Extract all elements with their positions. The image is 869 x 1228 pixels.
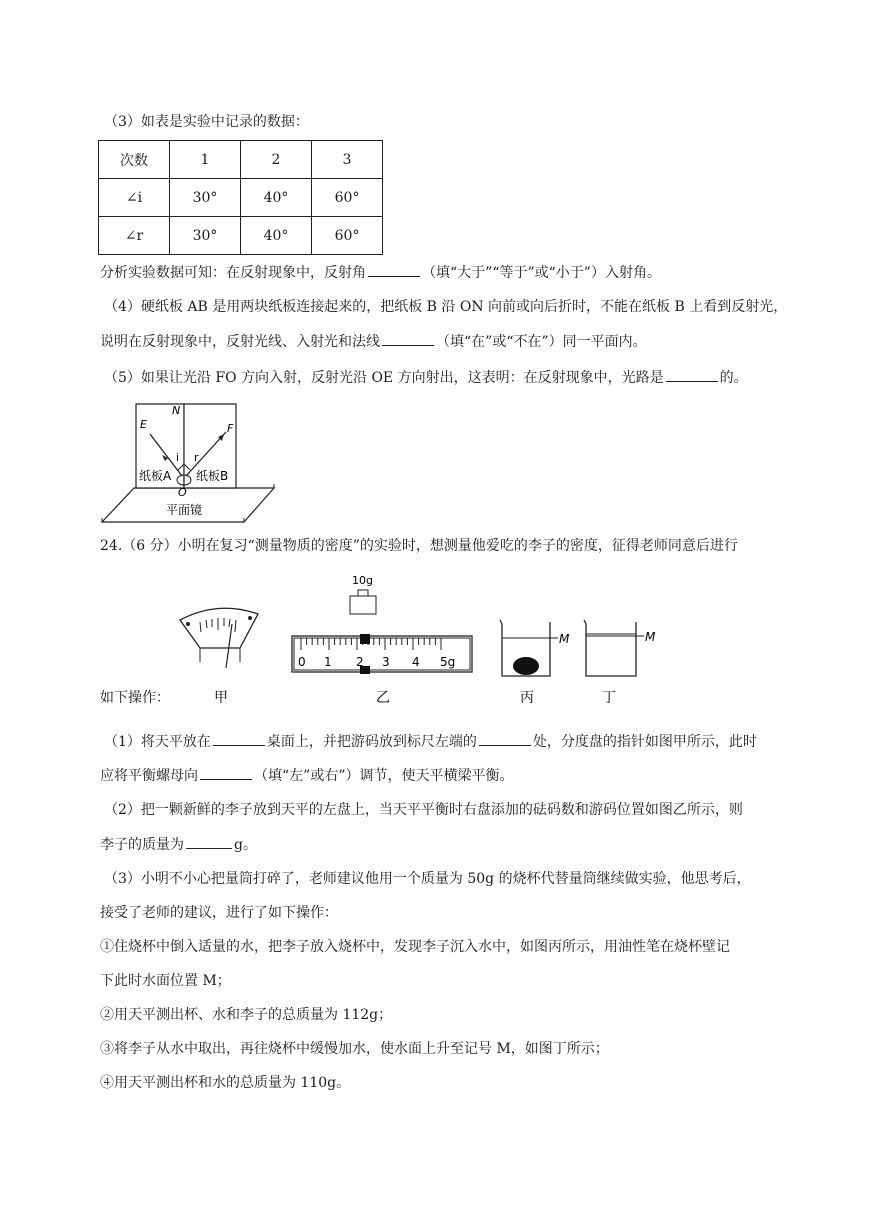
label-ding: 丁 xyxy=(602,690,616,706)
answer-blank[interactable] xyxy=(186,834,232,849)
answer-blank[interactable] xyxy=(382,331,434,346)
q24-step2: ②用天平测出杯、水和李子的总质量为 112g； xyxy=(100,1007,393,1023)
table-cell: ∠i xyxy=(99,179,170,217)
q24-step3: ③将李子从水中取出，再往烧杯中缓慢加水，使水面上升至记号 M，如图丁所示； xyxy=(100,1041,609,1057)
answer-blank[interactable] xyxy=(479,731,531,746)
answer-blank[interactable] xyxy=(200,765,252,780)
label-yi: 乙 xyxy=(376,690,390,706)
answer-blank[interactable] xyxy=(368,262,420,277)
q23-part4-line1: （4）硬纸板 AB 是用两块纸板连接起来的，把纸板 B 沿 ON 向前或向后折时，不能在纸板 B 上看到反射光， xyxy=(104,299,788,315)
table-row xyxy=(99,217,383,255)
label-r: r xyxy=(194,451,199,464)
q23-part5 xyxy=(104,367,748,388)
tick-label: 0 xyxy=(298,655,306,669)
q24-part3-line2: 接受了老师的建议，进行了如下操作： xyxy=(100,905,338,921)
balance-figures xyxy=(170,570,670,710)
tick-label: 4 xyxy=(412,655,420,669)
label-f: F xyxy=(227,422,234,435)
answer-blank[interactable] xyxy=(666,367,718,382)
figure-jia xyxy=(180,608,258,706)
text: 李子的质量为 xyxy=(100,837,184,853)
q24-part2-line1: （2）把一颗新鲜的李子放到天平的左盘上，当天平平衡时右盘添加的砝码数和游码位置如图乙所示，则 xyxy=(104,802,743,818)
figure-bing xyxy=(500,620,570,706)
reflection-figure xyxy=(98,398,280,526)
text: （填“大于”“等于”或“小于”）入射角。 xyxy=(422,265,661,281)
label-board-b: 纸板B xyxy=(196,469,229,483)
table-cell: 30° xyxy=(170,179,241,217)
text: 的。 xyxy=(719,370,748,386)
mark-m: M xyxy=(559,632,570,646)
table-cell: 40° xyxy=(241,217,312,255)
q23-part4-line2 xyxy=(100,331,647,352)
label-bing: 丙 xyxy=(520,690,534,706)
table-cell: 1 xyxy=(170,141,241,179)
tick-label: 3 xyxy=(382,655,390,669)
table-row xyxy=(99,141,383,179)
text: （填“在”或“不在”）同一平面内。 xyxy=(436,334,647,350)
q24-step1-line2: 下此时水面位置 M； xyxy=(100,973,231,989)
label-o: O xyxy=(178,486,187,499)
text: （1）将天平放在 xyxy=(104,734,211,750)
table-cell: 3 xyxy=(312,141,383,179)
q24-part2-line2 xyxy=(100,834,257,855)
tick-label: 5g xyxy=(440,655,456,669)
text: g。 xyxy=(234,837,257,853)
table-cell: 40° xyxy=(241,179,312,217)
table-row xyxy=(99,179,383,217)
q24-part3-line1: （3）小明不小心把量筒打碎了，老师建议他用一个质量为 50g 的烧杯代替量筒继续做实验，他思考后， xyxy=(104,871,751,887)
text: 处，分度盘的指针如图甲所示，此时 xyxy=(532,734,757,750)
figure-yi xyxy=(292,574,472,706)
text: （5）如果让光沿 FO 方向入射，反射光沿 OE 方向射出，这表明：在反射现象中，光路是 xyxy=(104,370,664,386)
label-mirror: 平面镜 xyxy=(166,503,203,517)
table-cell: 30° xyxy=(170,217,241,255)
text: 应将平衡螺母向 xyxy=(100,768,198,784)
label-board-a: 纸板A xyxy=(139,469,172,483)
q23-part3-intro: （3）如表是实验中记录的数据： xyxy=(104,114,309,130)
answer-blank[interactable] xyxy=(213,731,265,746)
q24-intro-cont: 如下操作： xyxy=(100,690,170,706)
q24-intro: 24.（6 分）小明在复习“测量物质的密度”的实验时，想测量他爱吃的李子的密度，征得老师同意后进行 xyxy=(100,538,738,554)
text: （填“左”或右”）调节，使天平横梁平衡。 xyxy=(254,768,514,784)
rider-top xyxy=(360,634,370,644)
table-cell: ∠r xyxy=(99,217,170,255)
figure-ding xyxy=(584,620,656,706)
label-e: E xyxy=(140,418,147,431)
plum xyxy=(513,657,539,675)
weight-label: 10g xyxy=(352,574,373,587)
table-cell: 60° xyxy=(312,179,383,217)
q24-step1-line1: ①住烧杯中倒入适量的水，把李子放入烧杯中，发现李子沉入水中，如图丙所示，用油性笔在烧杯壁记 xyxy=(100,939,730,955)
table-cell: 2 xyxy=(241,141,312,179)
q23-part3-question xyxy=(100,262,661,283)
text: 桌面上，并把游码放到标尺左端的 xyxy=(266,734,477,750)
q24-part1-line1 xyxy=(104,731,757,752)
q24-part1-line2 xyxy=(100,765,513,786)
q24-step4: ④用天平测出杯和水的总质量为 110g。 xyxy=(100,1075,351,1091)
text: 分析实验数据可知：在反射现象中，反射角 xyxy=(100,265,366,281)
label-n: N xyxy=(172,404,181,417)
data-table xyxy=(98,140,383,255)
table-cell: 60° xyxy=(312,217,383,255)
table-cell: 次数 xyxy=(99,141,170,179)
pointer xyxy=(226,624,232,668)
tick-label: 1 xyxy=(324,655,332,669)
mark-m: M xyxy=(645,630,656,644)
tick-label: 2 xyxy=(356,655,364,669)
label-i: i xyxy=(176,451,180,464)
text: 说明在反射现象中，反射光线、入射光和法线 xyxy=(100,334,380,350)
label-jia: 甲 xyxy=(214,690,228,706)
